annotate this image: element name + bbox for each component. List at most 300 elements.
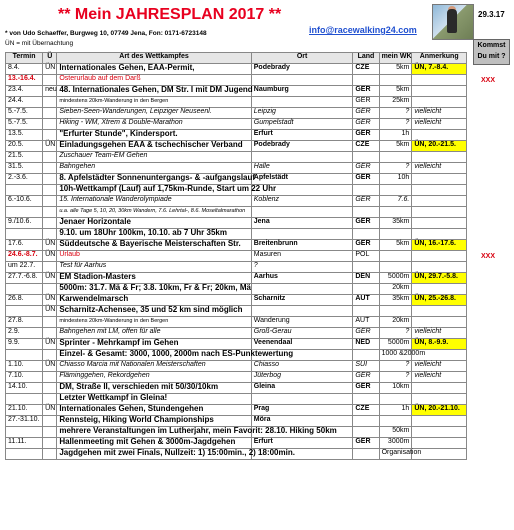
event-cell: Scharnitz-Achensee, 35 und 52 km sind möglich [57, 306, 251, 317]
ort-cell: Scharnitz [251, 295, 353, 306]
ort-cell [251, 284, 353, 295]
land-cell: GER [353, 372, 379, 383]
note-cell [412, 306, 467, 317]
email-link[interactable]: info@racewalking24.com [309, 25, 417, 35]
land-cell: DEN [353, 273, 379, 284]
wk-cell: 5000m [379, 273, 412, 284]
note-cell: vielleicht [412, 108, 467, 119]
ort-cell: Leipzig [251, 108, 353, 119]
wk-cell [379, 306, 412, 317]
note-cell: vielleicht [412, 328, 467, 339]
table-row [6, 427, 467, 438]
wk-cell [379, 251, 412, 262]
table-row [6, 383, 467, 394]
table-row [6, 317, 467, 328]
table-row [6, 141, 467, 152]
event-cell: mindestens 20km-Wanderung in den Bergen [57, 97, 251, 108]
table-row [6, 152, 467, 163]
ort-cell: Jüterbog [251, 372, 353, 383]
note-cell: vielleicht [412, 163, 467, 174]
event-cell: Hallenmeeting mit Gehen & 3000m-Jagdgehen [57, 438, 251, 449]
ue-cell [43, 438, 57, 449]
ort-cell: Gumpelstadt [251, 119, 353, 130]
termin-cell [6, 449, 43, 460]
land-cell [353, 350, 379, 361]
ort-cell: Prag [251, 405, 353, 416]
ue-cell [43, 75, 57, 86]
table-header-row [6, 53, 467, 64]
table-row [6, 240, 467, 251]
ue-cell [43, 218, 57, 229]
land-cell: GER [353, 163, 379, 174]
table-row [6, 438, 467, 449]
land-cell [353, 152, 379, 163]
note-cell [412, 416, 467, 427]
termin-cell: 9.9. [6, 339, 43, 350]
termin-cell: 13.5. [6, 130, 43, 141]
note-cell: ÜN, 25.-26.8. [412, 295, 467, 306]
termin-cell: 9./10.6. [6, 218, 43, 229]
table-row [6, 350, 467, 361]
note-cell [412, 438, 467, 449]
ue-cell: ÜN [43, 361, 57, 372]
note-cell: ÜN, 20.-21.10. [412, 405, 467, 416]
event-cell: 9.10. um 18Uhr 100km, 10.10. ab 7 Uhr 35km [57, 229, 251, 240]
termin-cell: 8.4. [6, 64, 43, 75]
legend-note: ÜN = mit Übernachtung [5, 40, 74, 47]
note-cell [412, 75, 467, 86]
col-wk: mein WK [379, 53, 412, 64]
ort-cell: Veenendaal [251, 339, 353, 350]
event-cell: mehrere Veranstaltungen im Lutherjahr, mein Favorit: 28.10. Hiking 50km [57, 427, 251, 438]
event-cell: Einzel- & Gesamt: 3000, 1000, 2000m nach ES-Punktewertung [57, 350, 251, 361]
wk-cell: 5km [379, 86, 412, 97]
ort-cell: Naumburg [251, 86, 353, 97]
land-cell: GER [353, 328, 379, 339]
table-row [6, 295, 467, 306]
event-cell: Test für Aarhus [57, 262, 251, 273]
termin-cell: 13.-16.4. [6, 75, 43, 86]
ort-cell [251, 394, 353, 405]
termin-cell: 17.6. [6, 240, 43, 251]
event-cell: Internationales Gehen, Stundengehen [57, 405, 251, 416]
land-cell [353, 262, 379, 273]
ue-cell [43, 383, 57, 394]
event-cell: Jenaer Horizontale [57, 218, 251, 229]
note-cell [412, 262, 467, 273]
ort-cell: Breitenbrunn [251, 240, 353, 251]
event-cell: Einladungsgehen EAA & tschechischer Verband [57, 141, 251, 152]
ue-cell: ÜN [43, 295, 57, 306]
table-row [6, 108, 467, 119]
land-cell: GER [353, 174, 379, 185]
table-row [6, 174, 467, 185]
ue-cell [43, 229, 57, 240]
kommst-mark: XXX [481, 252, 496, 260]
land-cell: AUT [353, 317, 379, 328]
page-title: ** Mein JAHRESPLAN 2017 ** [58, 6, 282, 23]
land-cell: GER [353, 438, 379, 449]
event-cell: mindestens 20km-Wanderung in den Bergen [57, 317, 251, 328]
wk-cell: 5000m [379, 339, 412, 350]
event-cell: 15. Internationale Wanderolympiade [57, 196, 251, 207]
note-cell [412, 130, 467, 141]
wk-cell: 35km [379, 218, 412, 229]
wk-cell: 7.6. [379, 196, 412, 207]
ort-cell: Wanderung [251, 317, 353, 328]
note-cell [412, 317, 467, 328]
land-cell: CZE [353, 64, 379, 75]
land-cell [353, 207, 379, 218]
land-cell: CZE [353, 141, 379, 152]
table-row [6, 262, 467, 273]
termin-cell [6, 350, 43, 361]
table-row [6, 284, 467, 295]
table-row [6, 185, 467, 196]
note-cell: vielleicht [412, 372, 467, 383]
land-cell [353, 75, 379, 86]
ue-cell [43, 196, 57, 207]
event-cell: "Erfurter Stunde", Kindersport. [57, 130, 251, 141]
note-cell [412, 185, 467, 196]
ue-cell [43, 152, 57, 163]
ue-cell [43, 97, 57, 108]
table-row [6, 75, 467, 86]
table-row [6, 130, 467, 141]
land-cell [353, 185, 379, 196]
termin-cell: 24.4. [6, 97, 43, 108]
note-cell [412, 196, 467, 207]
event-cell: EM Stadion-Masters [57, 273, 251, 284]
land-cell: POL [353, 251, 379, 262]
event-cell: 48. Internationales Gehen, DM Str. I mit DM Jugend [57, 86, 251, 97]
wk-cell [379, 207, 412, 218]
land-cell [353, 284, 379, 295]
ort-cell: Groß-Gerau [251, 328, 353, 339]
event-cell: Internationales Gehen, EAA-Permit, [57, 64, 251, 75]
wk-cell: 1h [379, 130, 412, 141]
termin-cell [6, 185, 43, 196]
land-cell [353, 229, 379, 240]
ue-cell [43, 449, 57, 460]
col-ort: Ort [251, 53, 353, 64]
wk-cell: 20km [379, 317, 412, 328]
wk-cell: 3000m [379, 438, 412, 449]
wk-cell [379, 416, 412, 427]
note-cell [412, 86, 467, 97]
ort-cell: Halle [251, 163, 353, 174]
note-cell [412, 394, 467, 405]
date-label: 29.3.17 [478, 10, 505, 19]
wk-cell: 1h [379, 405, 412, 416]
termin-cell: 2.9. [6, 328, 43, 339]
table-row [6, 449, 467, 460]
wk-cell [379, 185, 412, 196]
ue-cell [43, 262, 57, 273]
col-ue: Ü [43, 53, 57, 64]
termin-cell: 20.5. [6, 141, 43, 152]
ort-cell: ? [251, 262, 353, 273]
wk-cell: 1000 &2000m [379, 350, 412, 361]
termin-cell: 27.-31.10. [6, 416, 43, 427]
note-cell: ÜN, 29.7.-5.8. [412, 273, 467, 284]
ort-cell [251, 97, 353, 108]
note-cell: ÜN, 7.-8.4. [412, 64, 467, 75]
event-cell: Sieben-Seen-Wanderungen, Leipziger Neuseenl. [57, 108, 251, 119]
ort-cell: Podebrady [251, 64, 353, 75]
wk-cell: 50km [379, 427, 412, 438]
event-cell: Hiking - WM, Xtrem & Double-Marathon [57, 119, 251, 130]
wk-cell: ? [379, 361, 412, 372]
ue-cell [43, 394, 57, 405]
ue-cell [43, 174, 57, 185]
termin-cell: 31.5. [6, 163, 43, 174]
note-cell [412, 218, 467, 229]
termin-cell: 21.5. [6, 152, 43, 163]
event-cell: u.a. alle Tage 5, 10, 20, 30km Wandern, 7.6. Lehrtal-, 8.6. Moseltalmarathon [57, 207, 251, 218]
event-cell: Karwendelmarsch [57, 295, 251, 306]
termin-cell: 7.10. [6, 372, 43, 383]
termin-cell: 27.7.-6.8. [6, 273, 43, 284]
land-cell: GER [353, 86, 379, 97]
note-cell [412, 152, 467, 163]
table-row [6, 251, 467, 262]
termin-cell: 24.6.-8.7. [6, 251, 43, 262]
event-cell: Jagdgehen mit zwei Finals, Nullzeit: 1) 15:00min., 2) 18:00min. [57, 449, 251, 460]
land-cell: GER [353, 218, 379, 229]
walker-photo [432, 4, 474, 40]
land-cell: GER [353, 196, 379, 207]
ort-cell: Chiasso [251, 361, 353, 372]
termin-cell: 11.11. [6, 438, 43, 449]
table-row [6, 163, 467, 174]
termin-cell [6, 284, 43, 295]
land-cell: GER [353, 130, 379, 141]
termin-cell: 26.8. [6, 295, 43, 306]
termin-cell: um 22.7. [6, 262, 43, 273]
event-cell: 8. Apfelstädter Sonnenuntergangs- & -aufgangslauf [57, 174, 251, 185]
table-row [6, 372, 467, 383]
ue-cell [43, 284, 57, 295]
termin-cell: 5.-7.5. [6, 119, 43, 130]
wk-cell: 25km [379, 97, 412, 108]
wk-cell: ? [379, 108, 412, 119]
col-land: Land [353, 53, 379, 64]
event-cell: Zuschauer Team-EM Gehen [57, 152, 251, 163]
table-row [6, 273, 467, 284]
ort-cell: Erfurt [251, 438, 353, 449]
col-anmerkung: Anmerkung [412, 53, 467, 64]
land-cell [353, 449, 379, 460]
wk-cell: 35km [379, 295, 412, 306]
table-row [6, 64, 467, 75]
ue-cell: ÜN [43, 64, 57, 75]
wk-cell: ? [379, 119, 412, 130]
note-cell [412, 251, 467, 262]
event-cell: Letzter Wettkampf in Gleina! [57, 394, 251, 405]
termin-cell: 14.10. [6, 383, 43, 394]
ue-cell: ÜN [43, 273, 57, 284]
event-cell: Sprinter - Mehrkampf im Gehen [57, 339, 251, 350]
event-cell: Osterurlaub auf dem Darß [57, 75, 251, 86]
ort-cell [251, 75, 353, 86]
note-cell [412, 97, 467, 108]
note-cell [412, 284, 467, 295]
wk-cell: ? [379, 372, 412, 383]
ort-cell [251, 207, 353, 218]
termin-cell: 27.8. [6, 317, 43, 328]
wk-cell: ? [379, 328, 412, 339]
ue-cell [43, 119, 57, 130]
wk-cell: 5km [379, 240, 412, 251]
table-row [6, 361, 467, 372]
ue-cell [43, 130, 57, 141]
table-row [6, 339, 467, 350]
ue-cell [43, 350, 57, 361]
ort-cell [251, 306, 353, 317]
ue-cell [43, 317, 57, 328]
table-row [6, 196, 467, 207]
event-cell: Fläminggehen, Rekordgehen [57, 372, 251, 383]
wk-cell: Organisation [379, 449, 412, 460]
termin-cell: 6.-10.6. [6, 196, 43, 207]
note-cell: ÜN, 16.-17.6. [412, 240, 467, 251]
land-cell: GER [353, 240, 379, 251]
col-termin: Termin [6, 53, 43, 64]
event-cell: Rennsteig, Hiking World Championships [57, 416, 251, 427]
termin-cell: 21.10. [6, 405, 43, 416]
event-cell: Bahngehen [57, 163, 251, 174]
land-cell [353, 416, 379, 427]
ue-cell: ÜN [43, 405, 57, 416]
ort-cell: Apfelstädt [251, 174, 353, 185]
table-row [6, 97, 467, 108]
termin-cell: 2.-3.6. [6, 174, 43, 185]
land-cell: GER [353, 108, 379, 119]
land-cell: CZE [353, 405, 379, 416]
ue-cell: ÜN [43, 240, 57, 251]
wk-cell [379, 229, 412, 240]
wk-cell [379, 262, 412, 273]
wk-cell: 10km [379, 383, 412, 394]
table-row [6, 405, 467, 416]
table-row [6, 229, 467, 240]
ue-cell [43, 108, 57, 119]
ue-cell: ÜN [43, 141, 57, 152]
event-cell: DM, Straße II, verschieden mit 50/30/10km [57, 383, 251, 394]
land-cell: NED [353, 339, 379, 350]
ort-cell: Gleina [251, 383, 353, 394]
land-cell: GER [353, 383, 379, 394]
ue-cell [43, 416, 57, 427]
ort-cell: Podebrady [251, 141, 353, 152]
kommst-du-mit-header: Kommst Du mit ? [473, 39, 510, 65]
land-cell: GER [353, 119, 379, 130]
note-cell [412, 383, 467, 394]
event-cell: Süddeutsche & Bayerische Meisterschaften Str. [57, 240, 251, 251]
wk-cell: 5km [379, 141, 412, 152]
ue-cell: ÜN [43, 251, 57, 262]
wk-cell: 20km [379, 284, 412, 295]
note-cell [412, 229, 467, 240]
ort-cell: Aarhus [251, 273, 353, 284]
termin-cell: 1.10. [6, 361, 43, 372]
termin-cell: 23.4. [6, 86, 43, 97]
event-cell: Bahngehen mit LM, offen für alle [57, 328, 251, 339]
ort-cell [251, 229, 353, 240]
wk-cell: 10h [379, 174, 412, 185]
table-row [6, 416, 467, 427]
table-row [6, 306, 467, 317]
termin-cell [6, 229, 43, 240]
note-cell [412, 174, 467, 185]
note-cell: vielleicht [412, 119, 467, 130]
ort-cell: Masuren [251, 251, 353, 262]
note-cell: vielleicht [412, 361, 467, 372]
ort-cell: Möra [251, 416, 353, 427]
table-row [6, 207, 467, 218]
ue-cell [43, 427, 57, 438]
ue-cell [43, 163, 57, 174]
termin-cell [6, 207, 43, 218]
table-row [6, 218, 467, 229]
ue-cell: ÜN [43, 339, 57, 350]
table-row [6, 328, 467, 339]
note-cell [412, 427, 467, 438]
schedule-table [5, 52, 467, 460]
land-cell: AUT [353, 295, 379, 306]
termin-cell [6, 306, 43, 317]
note-cell: ÜN, 8.-9.9. [412, 339, 467, 350]
note-cell [412, 207, 467, 218]
land-cell: SUI [353, 361, 379, 372]
wk-cell [379, 394, 412, 405]
ort-cell: Erfurt [251, 130, 353, 141]
land-cell [353, 394, 379, 405]
wk-cell: ? [379, 163, 412, 174]
table-row [6, 86, 467, 97]
kommst-mark: XXX [481, 76, 496, 84]
col-art: Art des Wettkampfes [57, 53, 251, 64]
ue-cell: neu [43, 86, 57, 97]
table-row [6, 119, 467, 130]
ort-cell: Jena [251, 218, 353, 229]
event-cell: Chiasso Marcia mit Nationalen Meisterschaften [57, 361, 251, 372]
address-line: * von Udo Schaeffer, Burgweg 10, 07749 Jena, Fon: 0171-6723148 [5, 30, 207, 37]
event-cell: Urlaub [57, 251, 251, 262]
ue-cell [43, 328, 57, 339]
land-cell [353, 306, 379, 317]
wk-cell: 5km [379, 64, 412, 75]
termin-cell [6, 427, 43, 438]
ort-cell: Koblenz [251, 196, 353, 207]
event-cell: 10h-Wettkampf (Lauf) auf 1,75km-Runde, Start um 22 Uhr [57, 185, 251, 196]
event-cell: 5000m: 31.7. Mä & Fr; 3.8. 10km, Fr & Fr; 20km, Mä [57, 284, 251, 295]
note-cell: ÜN, 20.-21.5. [412, 141, 467, 152]
ue-cell: ÜN [43, 306, 57, 317]
ort-cell [251, 152, 353, 163]
wk-cell [379, 75, 412, 86]
land-cell [353, 427, 379, 438]
termin-cell: 5.-7.5. [6, 108, 43, 119]
wk-cell [379, 152, 412, 163]
ue-cell [43, 185, 57, 196]
ue-cell [43, 207, 57, 218]
termin-cell [6, 394, 43, 405]
land-cell: GER [353, 97, 379, 108]
ue-cell [43, 372, 57, 383]
table-row [6, 394, 467, 405]
